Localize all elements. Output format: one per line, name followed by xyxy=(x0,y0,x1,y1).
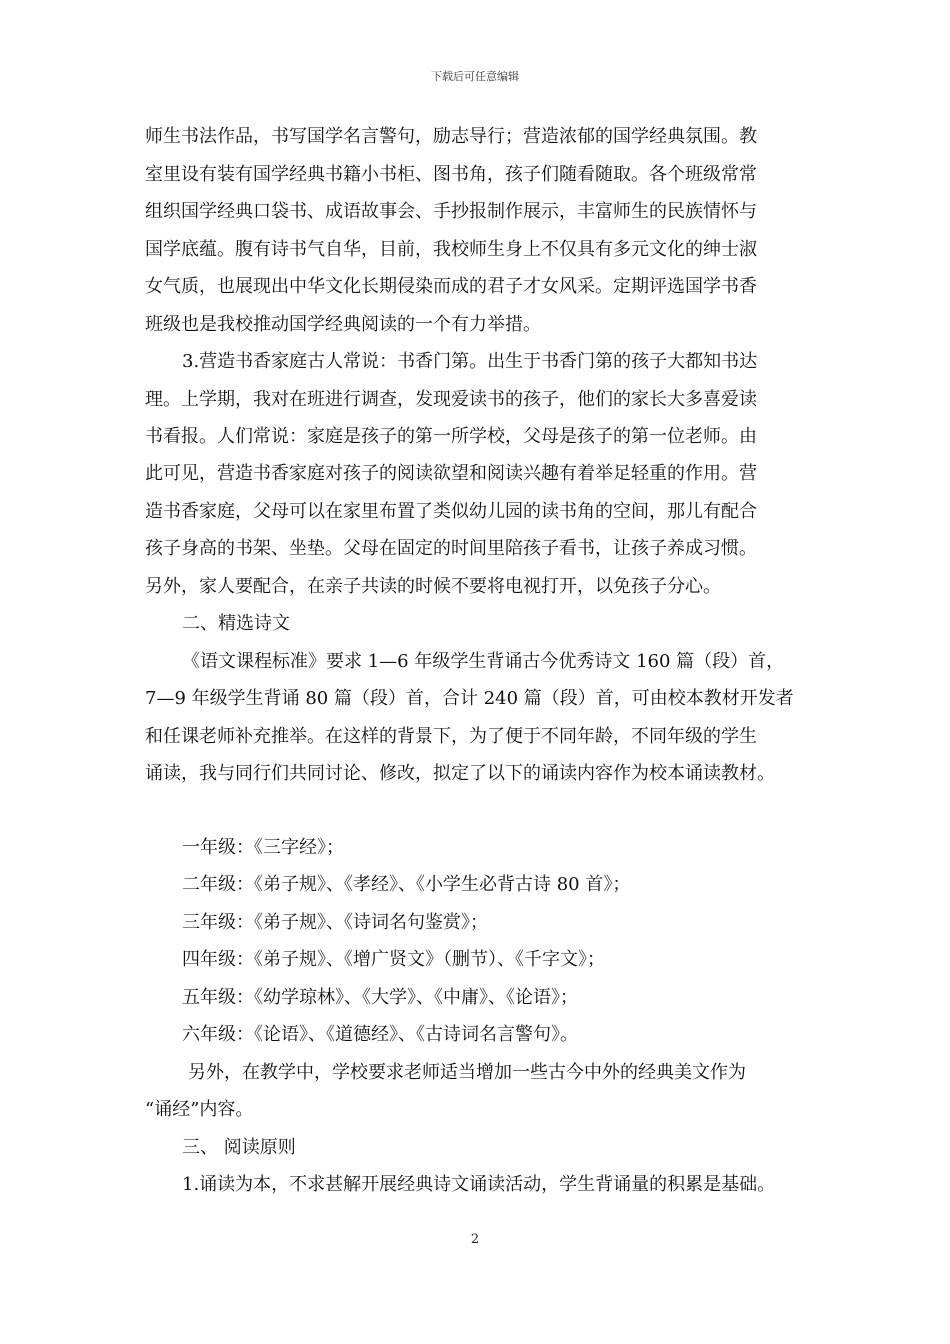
body-line: 造书香家庭，父母可以在家里布置了类似幼儿园的读书角的空间，那儿有配合 xyxy=(145,501,757,522)
body-line: 诵读，我与同行们共同讨论、修改，拟定了以下的诵读内容作为校本诵读教材。 xyxy=(145,763,775,784)
body-line: 3.营造书香家庭古人常说：书香门第。出生于书香门第的孩子大都知书达 xyxy=(182,351,758,372)
body-line: “诵经”内容。 xyxy=(145,1099,254,1120)
body-line: 另外，在教学中，学校要求老师适当增加一些古今中外的经典美文作为 xyxy=(188,1062,746,1083)
body-line: 书看报。人们常说：家庭是孩子的第一所学校，父母是孩子的第一位老师。由 xyxy=(145,426,757,447)
body-line: 孩子身高的书架、坐垫。父母在固定的时间里陪孩子看书，让孩子养成习惯。 xyxy=(145,538,757,559)
body-line: 师生书法作品，书写国学名言警句，励志导行；营造浓郁的国学经典氛围。教 xyxy=(145,126,757,147)
body-line: 1.诵读为本，不求甚解开展经典诗文诵读活动，学生背诵量的积累是基础。 xyxy=(182,1174,776,1195)
grade-list-item: 六年级：《论语》、《道德经》、《古诗词名言警句》。 xyxy=(182,1024,578,1045)
body-line: 国学底蕴。腹有诗书气自华，目前，我校师生身上不仅具有多元文化的绅士淑 xyxy=(145,239,757,260)
body-line: 班级也是我校推动国学经典阅读的一个有力举措。 xyxy=(145,314,541,335)
section-heading: 三、 阅读原则 xyxy=(182,1137,296,1158)
body-line: 理。上学期，我对在班进行调查，发现爱读书的孩子，他们的家长大多喜爱读 xyxy=(145,389,757,410)
body-line: 室里设有装有国学经典书籍小书柜、图书角，孩子们随看随取。各个班级常常 xyxy=(145,164,757,185)
body-line: 此可见，营造书香家庭对孩子的阅读欲望和阅读兴趣有着举足轻重的作用。营 xyxy=(145,463,757,484)
body-line: 另外，家人要配合，在亲子共读的时候不要将电视打开，以免孩子分心。 xyxy=(145,576,721,597)
grade-list-item: 四年级：《弟子规》、《增广贤文》（删节）、《千字文》； xyxy=(182,949,605,970)
page-number: 2 xyxy=(470,1232,480,1247)
body-line: 和任课老师补充推举。在这样的背景下，为了便于不同年龄，不同年级的学生 xyxy=(145,726,757,747)
grade-list-item: 三年级：《弟子规》、《诗词名句鉴赏》； xyxy=(182,912,488,933)
body-line: 7—9 年级学生背诵 80 篇（段）首，合计 240 篇（段）首，可由校本教材开发者 xyxy=(145,688,794,709)
grade-list-item: 一年级：《三字经》； xyxy=(182,837,344,858)
section-heading: 二、精选诗文 xyxy=(182,613,290,634)
body-line: 女气质，也展现出中华文化长期侵染而成的君子才女风采。定期评选国学书香 xyxy=(145,276,757,297)
grade-list-item: 五年级：《幼学琼林》、《大学》、《中庸》、《论语》； xyxy=(182,987,578,1008)
body-line: 组织国学经典口袋书、成语故事会、手抄报制作展示，丰富师生的民族情怀与 xyxy=(145,201,757,222)
grade-list-item: 二年级：《弟子规》、《孝经》、《小学生必背古诗 80 首》； xyxy=(182,874,631,895)
body-line: 《语文课程标准》要求 1—6 年级学生背诵古今优秀诗文 160 篇（段）首， xyxy=(182,651,785,672)
page-header: 下载后可任意编辑 xyxy=(431,70,519,83)
